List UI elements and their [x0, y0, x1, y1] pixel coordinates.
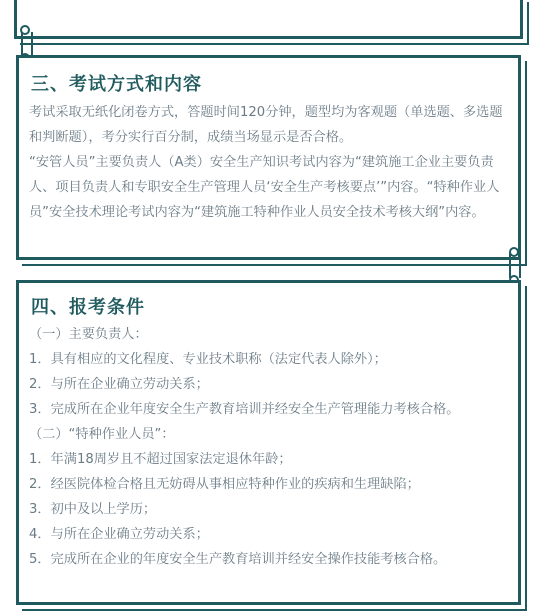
section-eligibility-body	[29, 322, 508, 572]
exam-content-paragraph: “安管人员”主要负责人（A类）安全生产知识考试内容为“建筑施工企业主要负责人、项目负责人和专职安全生产管理人员‘安全生产考核要点’”内容。“特种作业人员”安全技术理论考试内容为“建筑施工特种作业人员安全技术考核大纲”内容。	[29, 155, 500, 220]
section-exam-method-card	[16, 55, 521, 260]
section-eligibility-card	[16, 280, 521, 605]
connector-dot-top	[509, 247, 519, 257]
eligibility-item: 3．完成所在企业年度安全生产教育培训并经安全生产管理能力考核合格。	[29, 402, 460, 417]
section-title-exam-method: 三、考试方式和内容	[31, 74, 202, 95]
section-title-eligibility: 四、报考条件	[31, 297, 145, 318]
eligibility-item: 2．与所在企业确立劳动关系；	[29, 377, 209, 392]
eligibility-item: 4．与所在企业确立劳动关系；	[29, 527, 209, 542]
eligibility-item: 1．具有相应的文化程度、专业技术职称（法定代表人除外）；	[29, 352, 387, 367]
eligibility-group-heading: （二）“特种作业人员”：	[29, 427, 175, 442]
eligibility-item: 3．初中及以上学历；	[29, 502, 157, 517]
eligibility-item: 1．年满18周岁且不超过国家法定退休年龄；	[29, 452, 292, 467]
exam-method-paragraph: 考试采取无纸化闭卷方式，答题时间120分钟，题型均为客观题（单选题、多选题和判断题），考分实行百分制，成绩当场显示是否合格。	[29, 105, 503, 145]
connector-dot-top	[20, 25, 30, 35]
eligibility-item: 2．经医院体检合格且无妨碍从事相应特种作业的疾病和生理缺陷；	[29, 477, 420, 492]
section-exam-method-body	[29, 100, 508, 225]
eligibility-group-heading: （一）主要负责人：	[29, 327, 148, 342]
top-frame	[14, 0, 523, 39]
eligibility-item: 5．完成所在企业的年度安全生产教育培训并经安全操作技能考核合格。	[29, 552, 447, 567]
